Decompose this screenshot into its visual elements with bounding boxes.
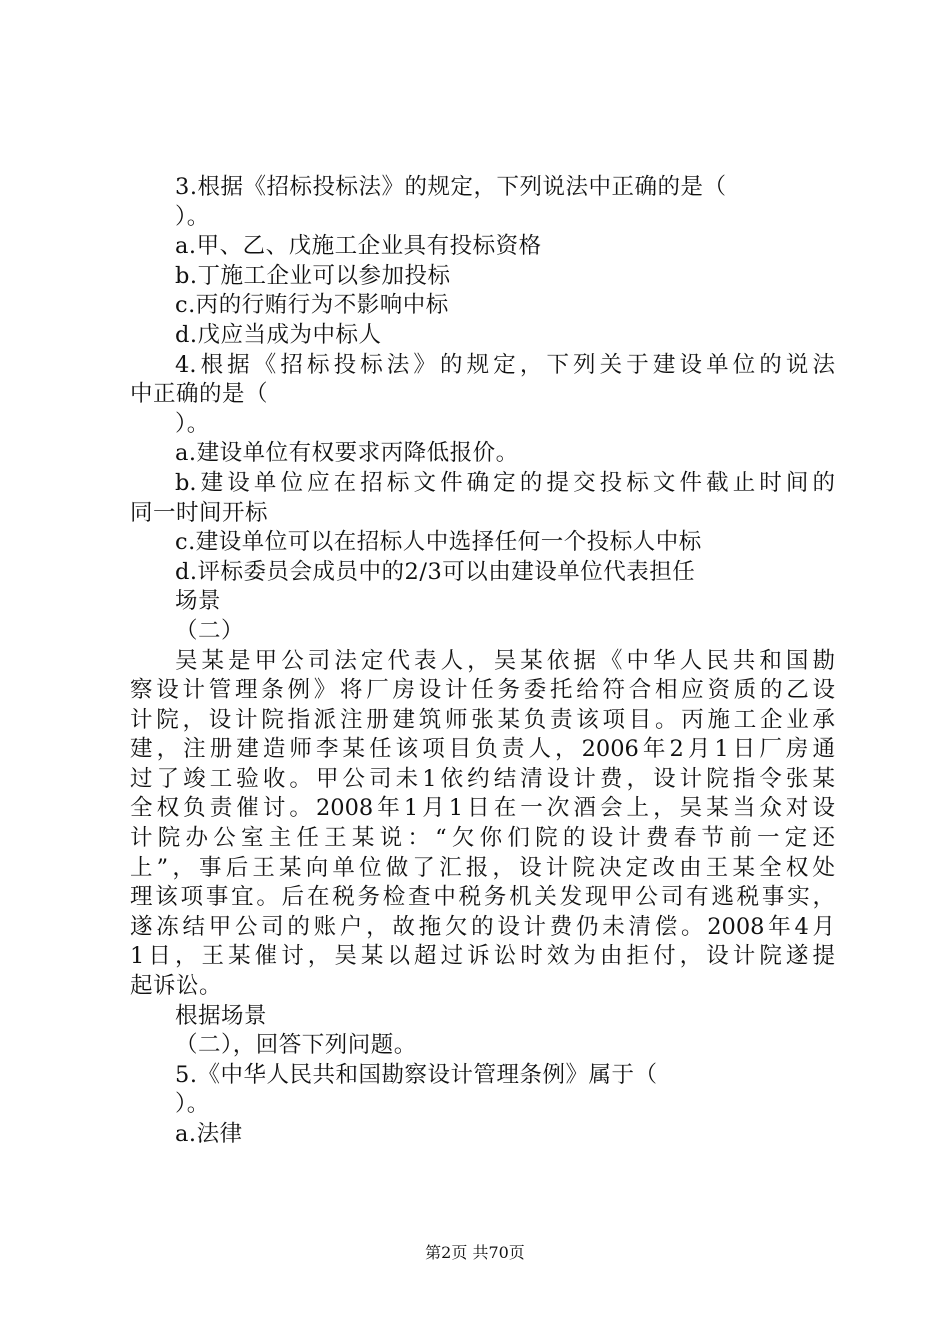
scenario-prompt: 根据场景: [175, 1002, 268, 1029]
question-4-stem: 4.根据《招标投标法》的规定，下列关于建设单位的说法: [175, 351, 835, 378]
scenario-heading: 场景: [175, 588, 222, 615]
scenario-paragraph-line: 遂冻结甲公司的账户，故拖欠的设计费仍未清偿。2008年4月: [130, 913, 835, 940]
scenario-number: （二）: [175, 617, 245, 644]
scenario-paragraph-line: 过了竣工验收。甲公司未1依约结清设计费，设计院指令张某: [130, 765, 835, 792]
question-3-option-b: b.丁施工企业可以参加投标: [175, 262, 451, 289]
question-4-stem-cont: 中正确的是（: [130, 381, 269, 408]
scenario-paragraph-line: 吴某是甲公司法定代表人，吴某依据《中华人民共和国勘: [175, 647, 835, 674]
page-number-footer: 第2页 共70页: [425, 1243, 525, 1262]
question-3-option-c: c.丙的行贿行为不影响中标: [175, 292, 449, 319]
scenario-paragraph-line: 起诉讼。: [130, 973, 223, 1000]
question-4-option-d: d.评标委员会成员中的2/3可以由建设单位代表担任: [175, 558, 696, 585]
question-5-stem-end: ）。: [175, 1091, 210, 1118]
question-5-stem: 5.《中华人民共和国勘察设计管理条例》属于（: [175, 1061, 658, 1088]
scenario-paragraph-line: 计院办公室主任王某说：“欠你们院的设计费春节前一定还: [130, 825, 835, 852]
scenario-paragraph-line: 全权负责催讨。2008年1月1日在一次酒会上，吴某当众对设: [130, 795, 835, 822]
document-body: [130, 173, 835, 1150]
question-4-option-a: a.建设单位有权要求丙降低报价。: [175, 440, 519, 467]
question-3-option-d: d.戊应当成为中标人: [175, 321, 382, 348]
question-4-stem-end: ）。: [175, 410, 210, 437]
question-5-option-a: a.法律: [175, 1121, 243, 1147]
scenario-prompt-cont: （二），回答下列问题。: [175, 1032, 417, 1059]
scenario-paragraph-line: 上”，事后王某向单位做了汇报，设计院决定改由王某全权处: [130, 854, 835, 881]
question-3-stem-end: ）。: [175, 203, 210, 230]
scenario-paragraph-line: 计院，设计院指派注册建筑师张某负责该项目。丙施工企业承: [130, 706, 835, 733]
question-3-option-a: a.甲、乙、戊施工企业具有投标资格: [175, 233, 542, 260]
scenario-paragraph-line: 建，注册建造师李某任该项目负责人，2006年2月1日厂房通: [130, 736, 835, 763]
question-4-option-b-cont: 同一时间开标: [130, 499, 269, 526]
scenario-paragraph-line: 1日，王某催讨，吴某以超过诉讼时效为由拒付，设计院遂提: [130, 943, 835, 970]
question-3-stem: 3.根据《招标投标法》的规定，下列说法中正确的是（: [175, 174, 727, 200]
scenario-paragraph-line: 理该项事宜。后在税务检查中税务机关发现甲公司有逃税事实，: [130, 884, 835, 911]
question-4-option-c: c.建设单位可以在招标人中选择任何一个投标人中标: [175, 529, 702, 556]
scenario-paragraph-line: 察设计管理条例》将厂房设计任务委托给符合相应资质的乙设: [130, 677, 835, 704]
question-4-option-b: b.建设单位应在招标文件确定的提交投标文件截止时间的: [175, 469, 835, 496]
